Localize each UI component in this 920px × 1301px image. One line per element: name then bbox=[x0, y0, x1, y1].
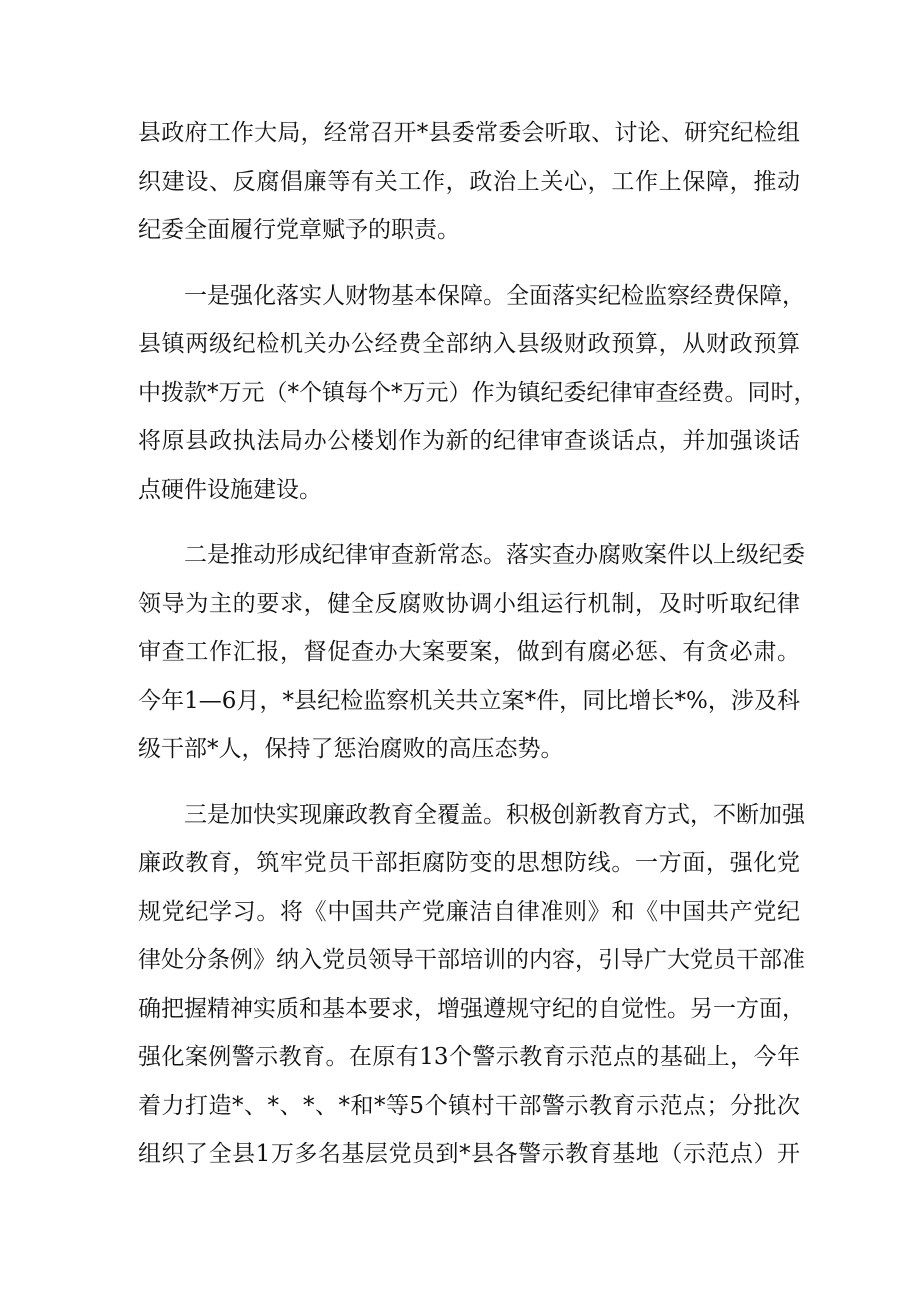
text-line: 纪委全面履行党章赋予的职责。 bbox=[138, 217, 460, 243]
document-body bbox=[138, 116, 817, 1186]
paragraph-intro bbox=[138, 116, 800, 247]
text-line: 将原县政执法局办公楼划作为新的纪律审查谈话点，并加强谈话 bbox=[138, 428, 800, 454]
paragraph-discipline-review bbox=[138, 538, 805, 766]
text-line: 三是加快实现廉政教育全覆盖。积极创新教育方式，不断加强 bbox=[184, 801, 805, 828]
text-line: 组织了全县1万多名基层党员到*县各警示教育基地（示范点）开 bbox=[138, 1141, 800, 1167]
text-line: 县政府工作大局，经常召开*县委常委会听取、讨论、研究纪检组 bbox=[138, 120, 800, 146]
text-line: 强化案例警示教育。在原有13个警示教育示范点的基础上，今年 bbox=[138, 1044, 800, 1070]
text-line: 规党纪学习。将《中国共产党廉洁自律准则》和《中国共产党纪 bbox=[138, 898, 800, 925]
text-line: 二是推动形成纪律审查新常态。落实查办腐败案件以上级纪委 bbox=[184, 542, 805, 568]
paragraph-funding bbox=[138, 279, 817, 507]
text-line: 中拨款*万元（*个镇每个*万元）作为镇纪委纪律审查经费。同时， bbox=[138, 379, 817, 406]
text-line: 廉政教育，筑牢党员干部拒腐防变的思想防线。一方面，强化党 bbox=[138, 850, 800, 876]
text-line: 审查工作汇报，督促查办大案要案，做到有腐必惩、有贪必肃。 bbox=[138, 639, 800, 665]
text-line: 织建设、反腐倡廉等有关工作，政治上关心，工作上保障，推动 bbox=[138, 168, 800, 195]
text-line: 今年1—6月，*县纪检监察机关共立案*件，同比增长*%，涉及科 bbox=[138, 687, 800, 714]
text-line: 县镇两级纪检机关办公经费全部纳入县级财政预算，从财政预算 bbox=[138, 331, 800, 357]
paragraph-education bbox=[138, 798, 805, 1172]
text-line: 律处分条例》纳入党员领导干部培训的内容，引导广大党员干部准 bbox=[138, 947, 805, 973]
text-line: 点硬件设施建设。 bbox=[138, 476, 322, 503]
text-line: 确把握精神实质和基本要求，增强遵规守纪的自觉性。另一方面， bbox=[138, 995, 805, 1022]
text-line: 着力打造*、*、*、*和*等5个镇村干部警示教育示范点；分批次 bbox=[138, 1092, 800, 1119]
text-line: 级干部*人，保持了惩治腐败的高压态势。 bbox=[138, 736, 564, 762]
text-line: 一是强化落实人财物基本保障。全面落实纪检监察经费保障， bbox=[184, 282, 805, 309]
text-line: 领导为主的要求，健全反腐败协调小组运行机制，及时听取纪律 bbox=[138, 590, 800, 617]
